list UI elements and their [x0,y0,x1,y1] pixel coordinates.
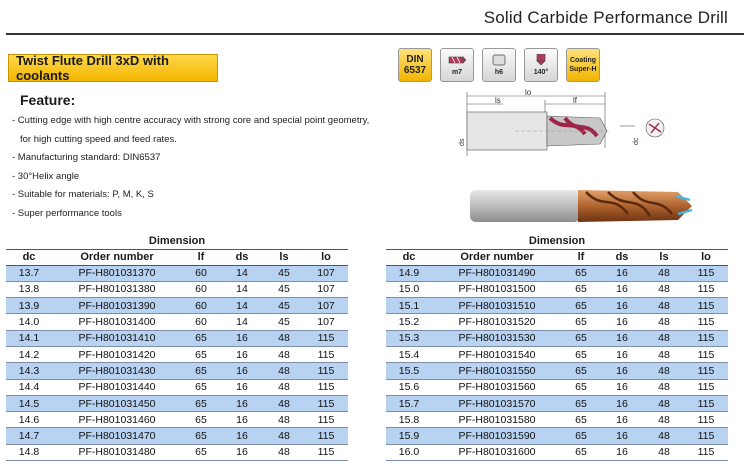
cell-ds: 16 [600,428,644,444]
cell-order-number: PF-H801031560 [432,379,562,395]
cell-lf: 65 [562,379,600,395]
cell-ls: 48 [644,330,684,346]
table-row [6,314,348,330]
drill-technical-drawing [455,88,675,163]
shank-h6-icon [482,48,516,82]
feature-line: - Manufacturing standard: DIN6537 [12,152,161,163]
cell-ls: 48 [264,395,304,411]
cell-order-number: PF-H801031430 [52,363,182,379]
cell-order-number: PF-H801031370 [52,265,182,281]
cell-lf: 65 [182,444,220,460]
cell-order-number: PF-H801031410 [52,330,182,346]
table-row [6,444,348,460]
cell-ls: 48 [644,281,684,297]
feature-line: - Suitable for materials: P, M, K, S [12,189,154,200]
page-title: Solid Carbide Performance Drill [483,8,728,27]
cell-lo: 115 [684,412,728,428]
cell-dc: 14.7 [6,428,52,444]
cell-ds: 16 [600,281,644,297]
col-header-lf: lf [182,249,220,265]
spec-icons-row [398,48,608,84]
table-row [386,330,728,346]
table-body [6,265,348,461]
table-row [6,395,348,411]
feature-line: - Cutting edge with high centre accuracy with strong core and special point geometry, [12,115,370,126]
feature-line: - 30°Helix angle [12,170,80,182]
cell-ls: 48 [264,330,304,346]
cell-ls: 48 [644,444,684,460]
table-row [6,330,348,346]
cell-dc: 14.2 [6,346,52,362]
cell-lf: 65 [562,412,600,428]
cell-lo: 115 [304,444,348,460]
cell-lf: 65 [182,395,220,411]
cell-ds: 16 [600,346,644,362]
cell-lo: 107 [304,281,348,297]
cell-lo: 115 [684,379,728,395]
table-row [386,379,728,395]
dimension-table-left [6,233,348,461]
table-row [386,314,728,330]
cell-order-number: PF-H801031480 [52,444,182,460]
cell-dc: 15.3 [386,330,432,346]
cell-lo: 107 [304,265,348,281]
cell-dc: 13.8 [6,281,52,297]
cell-order-number: PF-H801031450 [52,395,182,411]
shank-label: h6 [494,68,504,76]
cell-lo: 115 [684,428,728,444]
cell-order-number: PF-H801031470 [52,428,182,444]
cell-dc: 15.5 [386,363,432,379]
cell-order-number: PF-H801031440 [52,379,182,395]
cell-order-number: PF-H801031390 [52,298,182,314]
din-standard-icon [398,48,432,82]
cell-ls: 48 [264,346,304,362]
cell-dc: 15.7 [386,395,432,411]
cell-order-number: PF-H801031490 [432,265,562,281]
cell-dc: 14.8 [6,444,52,460]
cell-dc: 15.4 [386,346,432,362]
cell-lo: 115 [684,346,728,362]
cell-ls: 48 [644,363,684,379]
cell-lo: 115 [684,363,728,379]
cell-ls: 45 [264,281,304,297]
cell-ds: 16 [600,314,644,330]
cell-lf: 65 [562,346,600,362]
table-row [6,379,348,395]
ls-label: ls [495,96,501,105]
col-header-ls: ls [264,249,304,265]
din-number: 6537 [403,65,427,76]
cell-dc: 15.9 [386,428,432,444]
cell-lf: 65 [562,314,600,330]
table-row [386,412,728,428]
cell-lf: 65 [562,265,600,281]
cell-ls: 45 [264,298,304,314]
cell-lo: 115 [684,444,728,460]
cell-ds: 16 [220,444,264,460]
cell-ds: 16 [220,346,264,362]
cell-dc: 14.6 [6,412,52,428]
cell-ds: 16 [220,379,264,395]
cell-order-number: PF-H801031600 [432,444,562,460]
cell-lo: 107 [304,298,348,314]
cell-order-number: PF-H801031520 [432,314,562,330]
header-divider [6,33,744,35]
table-row [386,298,728,314]
cell-lf: 65 [562,281,600,297]
cell-ls: 48 [644,412,684,428]
cell-order-number: PF-H801031400 [52,314,182,330]
table-title: Dimension [386,233,728,249]
cell-dc: 14.4 [6,379,52,395]
cell-dc: 14.3 [6,363,52,379]
col-header-dc: dc [6,249,52,265]
cell-lf: 65 [562,428,600,444]
cell-ds: 16 [600,298,644,314]
table-row [6,265,348,281]
cell-ls: 48 [644,428,684,444]
table-title: Dimension [6,233,348,249]
table-row [386,444,728,460]
cell-dc: 14.9 [386,265,432,281]
lf-label: lf [573,96,577,105]
cell-ls: 48 [264,444,304,460]
cell-lf: 65 [182,346,220,362]
cell-ds: 16 [600,379,644,395]
cell-lf: 65 [182,412,220,428]
cell-lo: 115 [304,330,348,346]
col-header-lo: lo [684,249,728,265]
cell-ds: 16 [220,330,264,346]
point-glyph [532,54,550,66]
feature-line: - Super performance tools [12,207,122,219]
cell-dc: 13.9 [6,298,52,314]
shank-glyph [490,54,508,66]
cell-ds: 16 [600,395,644,411]
cell-lf: 65 [562,330,600,346]
cell-lo: 115 [684,265,728,281]
cell-ls: 45 [264,265,304,281]
cell-dc: 14.1 [6,330,52,346]
feature-heading: Feature: [20,92,76,108]
cell-dc: 15.6 [386,379,432,395]
table-row [386,428,728,444]
cell-ds: 16 [600,330,644,346]
cell-lo: 115 [304,363,348,379]
table-row [6,298,348,314]
cell-lf: 65 [182,363,220,379]
col-header-order-number: Order number [432,249,562,265]
coating-icon [566,48,600,82]
coating-type: Super-H [569,66,597,73]
cell-lf: 60 [182,298,220,314]
cell-order-number: PF-H801031460 [52,412,182,428]
cell-order-number: PF-H801031590 [432,428,562,444]
cell-lf: 65 [562,444,600,460]
cell-dc: 15.0 [386,281,432,297]
cell-ds: 16 [600,363,644,379]
cell-order-number: PF-H801031580 [432,412,562,428]
table-row [386,346,728,362]
cell-order-number: PF-H801031380 [52,281,182,297]
cell-ls: 48 [644,346,684,362]
cell-order-number: PF-H801031500 [432,281,562,297]
cell-lo: 115 [684,281,728,297]
cell-ds: 14 [220,314,264,330]
product-banner: Twist Flute Drill 3xD with coolants [8,54,218,82]
col-header-dc: dc [386,249,432,265]
cell-ls: 48 [644,314,684,330]
coating-label: Coating [569,57,597,64]
cell-lo: 115 [304,379,348,395]
cell-ls: 48 [644,395,684,411]
col-header-lo: lo [304,249,348,265]
col-header-ds: ds [220,249,264,265]
cell-order-number: PF-H801031420 [52,346,182,362]
cell-lo: 115 [304,412,348,428]
cell-lf: 60 [182,314,220,330]
lo-label: lo [525,88,532,97]
cell-dc: 15.1 [386,298,432,314]
cell-ds: 16 [220,412,264,428]
cell-ls: 48 [264,412,304,428]
cell-ls: 48 [644,379,684,395]
cell-lo: 115 [684,298,728,314]
feature-line: for high cutting speed and feed rates. [20,133,177,145]
cell-ds: 14 [220,298,264,314]
cell-lf: 65 [182,428,220,444]
cell-ls: 48 [644,298,684,314]
cell-lf: 65 [562,298,600,314]
col-header-ls: ls [644,249,684,265]
cell-ds: 16 [600,444,644,460]
cell-ds: 16 [220,395,264,411]
tolerance-label: m7 [451,68,463,76]
table-row [6,346,348,362]
cell-order-number: PF-H801031540 [432,346,562,362]
drill-product-photo [468,180,698,230]
cell-lo: 115 [684,395,728,411]
cell-lf: 65 [182,330,220,346]
col-header-order-number: Order number [52,249,182,265]
tolerance-m7-icon [440,48,474,82]
cell-ls: 45 [264,314,304,330]
cell-ls: 48 [264,379,304,395]
table-row [6,281,348,297]
cell-order-number: PF-H801031510 [432,298,562,314]
cell-dc: 14.0 [6,314,52,330]
cell-lf: 65 [562,395,600,411]
cell-ls: 48 [264,363,304,379]
cell-lo: 107 [304,314,348,330]
point-angle-label: 140° [533,68,549,76]
cell-lo: 115 [304,346,348,362]
table-row [6,363,348,379]
cell-dc: 16.0 [386,444,432,460]
cell-ds: 16 [220,363,264,379]
cell-ds: 16 [600,412,644,428]
cell-lo: 115 [304,395,348,411]
feature-list [12,112,392,223]
cell-ds: 16 [220,428,264,444]
col-header-lf: lf [562,249,600,265]
cell-lf: 65 [562,363,600,379]
cell-dc: 15.8 [386,412,432,428]
table-row [386,281,728,297]
cell-order-number: PF-H801031570 [432,395,562,411]
cell-lo: 115 [304,428,348,444]
cell-ls: 48 [644,265,684,281]
table-row [386,265,728,281]
cell-ds: 14 [220,265,264,281]
ds-label: ds [459,138,466,146]
cell-dc: 14.5 [6,395,52,411]
cell-ds: 16 [600,265,644,281]
drill-tip-glyph [448,54,466,66]
dimension-table-right [386,233,728,461]
table-row [6,428,348,444]
col-header-ds: ds [600,249,644,265]
cell-dc: 15.2 [386,314,432,330]
point-angle-icon [524,48,558,82]
cell-ds: 14 [220,281,264,297]
table-body [386,265,728,461]
cell-ls: 48 [264,428,304,444]
table-row [6,412,348,428]
cell-lf: 60 [182,265,220,281]
table-row [386,363,728,379]
cell-dc: 13.7 [6,265,52,281]
cell-order-number: PF-H801031550 [432,363,562,379]
cell-lf: 60 [182,281,220,297]
cell-lf: 65 [182,379,220,395]
cell-lo: 115 [684,330,728,346]
din-label: DIN [406,54,424,65]
cell-order-number: PF-H801031530 [432,330,562,346]
dc-label: dc [633,137,640,145]
cell-lo: 115 [684,314,728,330]
table-row [386,395,728,411]
